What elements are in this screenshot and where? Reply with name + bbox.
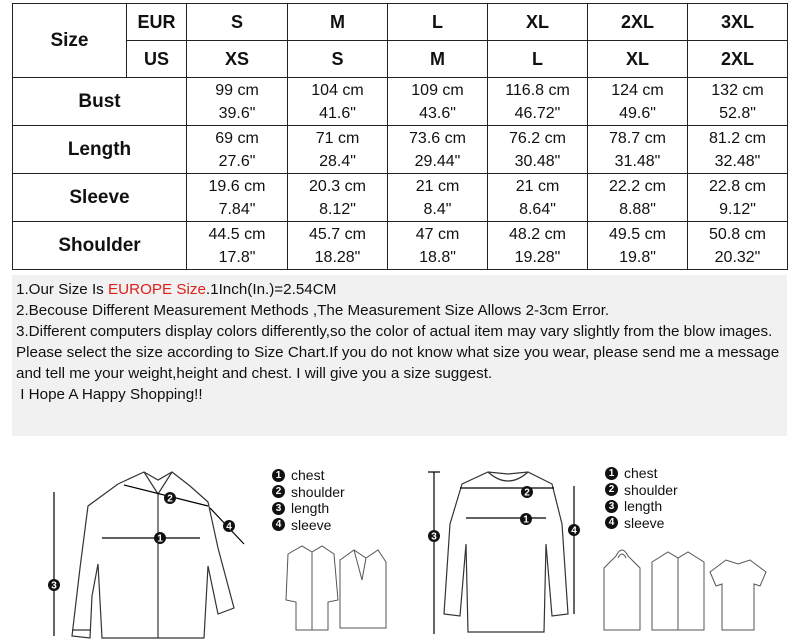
shirt-measure-diagram xyxy=(40,468,270,640)
inch-value: 8.4" xyxy=(423,200,452,218)
svg-text:3: 3 xyxy=(431,531,437,543)
cm-value: 44.5 cm xyxy=(208,225,266,243)
measure-cell xyxy=(187,174,288,222)
measure-row xyxy=(13,222,788,270)
eur-size: 2XL xyxy=(588,4,688,41)
legend-label: sleeve xyxy=(624,514,665,531)
us-size: L xyxy=(488,41,588,78)
apparel-sketch-icon xyxy=(598,538,790,638)
note-text: 1.Our Size Is xyxy=(16,281,109,298)
inch-value: 7.84" xyxy=(218,200,256,218)
eur-label: EUR xyxy=(127,4,187,41)
cm-value: 109 cm xyxy=(411,81,464,99)
inch-value: 52.8" xyxy=(719,104,756,122)
cm-value: 49.5 cm xyxy=(609,225,666,243)
measure-cell xyxy=(488,126,588,174)
measure-cell xyxy=(388,126,488,174)
svg-text:1: 1 xyxy=(157,533,163,545)
svg-text:2: 2 xyxy=(167,493,173,505)
us-size: M xyxy=(388,41,488,78)
cm-value: 22.8 cm xyxy=(709,177,766,195)
cm-value: 81.2 cm xyxy=(709,129,766,147)
cm-value: 104 cm xyxy=(311,81,364,99)
measure-cell xyxy=(688,174,788,222)
legend-item xyxy=(605,465,678,482)
measure-cell xyxy=(688,222,788,270)
cm-value: 69 cm xyxy=(215,129,259,147)
measure-cell xyxy=(588,126,688,174)
cm-value: 20.3 cm xyxy=(309,177,366,195)
eur-size: XL xyxy=(488,4,588,41)
measure-marker-3-icon xyxy=(48,579,60,592)
measure-marker-4-icon xyxy=(223,520,235,533)
svg-text:4: 4 xyxy=(571,525,577,537)
row-label: Shoulder xyxy=(13,222,187,270)
legend-item xyxy=(272,484,345,501)
svg-text:2: 2 xyxy=(524,487,530,499)
measure-cell xyxy=(288,174,388,222)
inch-value: 8.12" xyxy=(319,200,356,218)
cm-value: 132 cm xyxy=(711,81,764,99)
cm-value: 71 cm xyxy=(315,129,360,147)
cm-value: 47 cm xyxy=(415,225,460,243)
measure-marker-2-icon xyxy=(521,486,533,499)
sweater-measure-diagram xyxy=(422,464,592,640)
us-label: US xyxy=(127,41,187,78)
inch-value: 29.44" xyxy=(414,152,461,170)
cm-value: 45.7 cm xyxy=(309,225,366,243)
size-chart-table xyxy=(12,3,788,270)
us-size: XL xyxy=(588,41,688,78)
inch-value: 17.8" xyxy=(218,248,256,266)
inch-value: 46.72" xyxy=(514,104,561,122)
inch-value: 31.48" xyxy=(614,152,661,170)
legend-left xyxy=(272,467,345,533)
legend-item xyxy=(272,517,345,534)
inch-value: 19.28" xyxy=(514,248,561,266)
inch-value: 30.48" xyxy=(514,152,561,170)
measure-cell xyxy=(388,174,488,222)
measure-marker-2-icon xyxy=(164,492,176,505)
measure-cell xyxy=(488,78,588,126)
eur-size: L xyxy=(388,4,488,41)
cm-value: 48.2 cm xyxy=(509,225,566,243)
measure-row xyxy=(13,78,788,126)
legend-label: shoulder xyxy=(624,481,678,498)
number-badge-icon: 2 xyxy=(605,483,618,496)
cm-value: 21 cm xyxy=(515,177,560,195)
note-text: .1Inch(In.)=2.54CM xyxy=(205,281,337,298)
note-line-1 xyxy=(16,279,783,300)
inch-value: 43.6" xyxy=(419,104,456,122)
us-size: S xyxy=(288,41,388,78)
cm-value: 76.2 cm xyxy=(509,129,566,147)
measure-marker-1-icon xyxy=(520,513,532,526)
legend-label: length xyxy=(291,500,330,516)
measure-cell xyxy=(488,222,588,270)
cm-value: 19.6 cm xyxy=(208,177,266,195)
size-label: Size xyxy=(13,4,127,78)
number-badge-icon: 2 xyxy=(272,485,285,498)
note-line-2: 2.Becouse Different Measurement Methods ,The Measurement Size Allows 2-3cm Error. xyxy=(16,302,610,319)
number-badge-icon: 4 xyxy=(605,516,618,529)
eur-size: S xyxy=(187,4,288,41)
jacket-sketch-icon xyxy=(278,540,388,636)
legend-label: length xyxy=(624,498,663,514)
inch-value: 49.6" xyxy=(619,104,656,122)
legend-item xyxy=(605,482,678,499)
number-badge-icon: 1 xyxy=(605,467,618,480)
inch-value: 32.48" xyxy=(714,152,761,170)
measure-cell xyxy=(588,174,688,222)
number-badge-icon: 1 xyxy=(272,469,285,482)
europe-size-highlight: EUROPE Size xyxy=(108,281,206,298)
inch-value: 19.8" xyxy=(619,248,656,266)
measure-marker-1-icon xyxy=(154,532,166,545)
legend-label: shoulder xyxy=(291,483,345,500)
measure-marker-4-icon xyxy=(568,524,580,537)
svg-text:1: 1 xyxy=(523,514,529,526)
svg-text:3: 3 xyxy=(51,580,57,592)
eur-size: 3XL xyxy=(688,4,788,41)
number-badge-icon: 3 xyxy=(272,502,285,515)
legend-right xyxy=(605,465,678,531)
legend-label: chest xyxy=(624,465,658,481)
cm-value: 99 cm xyxy=(215,81,259,99)
note-line-5: I Hope A Happy Shopping!! xyxy=(16,386,203,403)
eur-size: M xyxy=(288,4,388,41)
measure-cell xyxy=(388,222,488,270)
inch-value: 39.6" xyxy=(218,104,256,122)
measure-cell xyxy=(588,78,688,126)
measure-cell xyxy=(288,126,388,174)
measure-cell xyxy=(187,78,288,126)
number-badge-icon: 3 xyxy=(605,500,618,513)
us-size: XS xyxy=(187,41,288,78)
cm-value: 73.6 cm xyxy=(409,129,466,147)
cm-value: 124 cm xyxy=(611,81,664,99)
note-line-3: 3.Different computers display colors differently,so the color of actual item may vary slightly from the blow images. xyxy=(16,323,773,340)
legend-item xyxy=(605,515,678,532)
measure-cell xyxy=(388,78,488,126)
inch-value: 8.64" xyxy=(519,200,556,218)
note-line-4: Please select the size according to Size Chart.If you do not know what size you wear, please send me a message and tell me your weight,height and chest. I will give you a size suggest. xyxy=(16,344,780,382)
measure-cell xyxy=(688,78,788,126)
row-label: Sleeve xyxy=(13,174,187,222)
measure-row xyxy=(13,174,788,222)
legend-item xyxy=(605,498,678,515)
inch-value: 8.88" xyxy=(619,200,656,218)
inch-value: 9.12" xyxy=(719,200,756,218)
inch-value: 27.6" xyxy=(218,152,256,170)
svg-text:4: 4 xyxy=(226,521,232,533)
cm-value: 78.7 cm xyxy=(609,129,666,147)
number-badge-icon: 4 xyxy=(272,518,285,531)
measure-cell xyxy=(187,126,288,174)
row-label: Length xyxy=(13,126,187,174)
cm-value: 21 cm xyxy=(415,177,460,195)
legend-label: sleeve xyxy=(291,516,332,533)
cm-value: 22.2 cm xyxy=(609,177,666,195)
measure-cell xyxy=(488,174,588,222)
inch-value: 18.28" xyxy=(314,248,361,266)
measure-cell xyxy=(288,78,388,126)
measure-marker-3-icon xyxy=(428,530,440,543)
legend-item xyxy=(272,500,345,517)
measure-cell xyxy=(187,222,288,270)
row-label: Bust xyxy=(13,78,187,126)
inch-value: 18.8" xyxy=(419,248,456,266)
notes-box xyxy=(12,275,787,436)
inch-value: 28.4" xyxy=(319,152,356,170)
legend-label: chest xyxy=(291,467,325,483)
measure-row xyxy=(13,126,788,174)
measure-cell xyxy=(588,222,688,270)
cm-value: 50.8 cm xyxy=(709,225,766,243)
cm-value: 116.8 cm xyxy=(505,81,570,99)
measure-cell xyxy=(688,126,788,174)
measure-cell xyxy=(288,222,388,270)
legend-item xyxy=(272,467,345,484)
inch-value: 20.32" xyxy=(714,248,761,266)
us-size: 2XL xyxy=(688,41,788,78)
inch-value: 41.6" xyxy=(319,104,356,122)
